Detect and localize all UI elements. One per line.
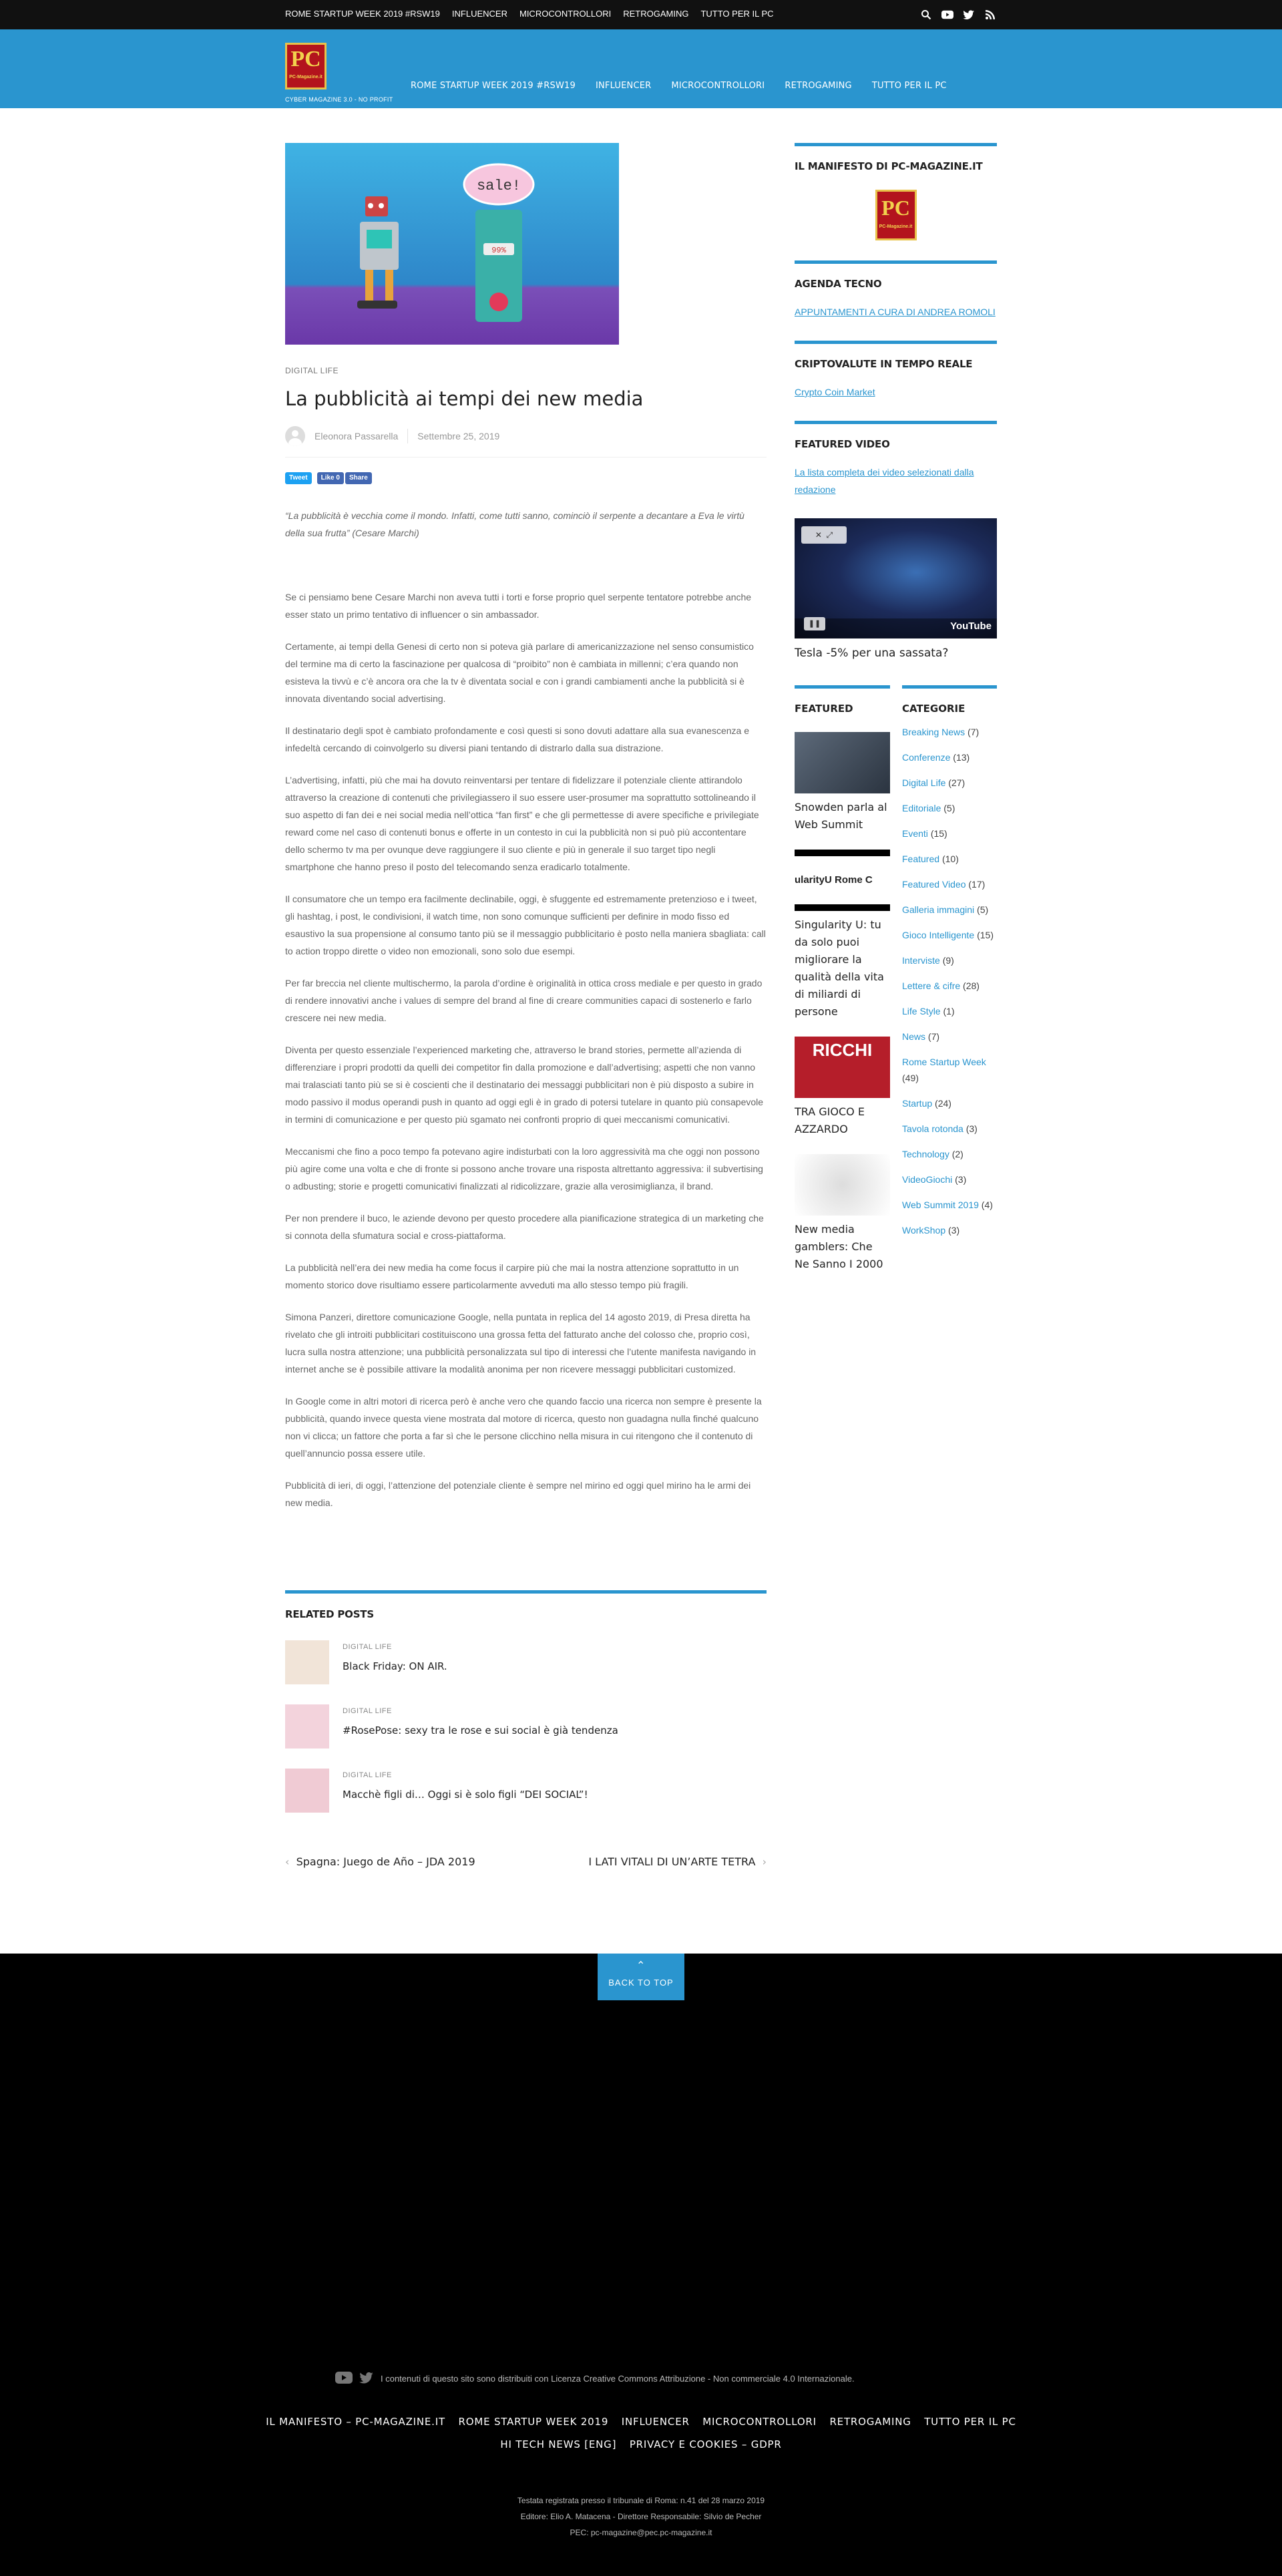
next-post-title[interactable]: I LATI VITALI DI UN’ARTE TETRA [588, 1855, 756, 1868]
category-count: (49) [902, 1073, 919, 1083]
widget-heading: FEATURED [795, 703, 853, 715]
back-to-top-button[interactable]: ⌃ BACK TO TOP [598, 1954, 684, 2000]
main-nav [411, 81, 947, 91]
top-nav-microcontrollori[interactable]: MICROCONTROLLORI [519, 9, 612, 19]
article-date: Settembre 25, 2019 [417, 431, 500, 441]
category-item[interactable] [902, 1222, 997, 1238]
category-count: (3) [966, 1123, 978, 1134]
category-link[interactable]: WorkShop [902, 1225, 946, 1236]
featured-post-title[interactable]: TRA GIOCO E AZZARDO [795, 1105, 865, 1135]
category-count: (15) [930, 828, 947, 839]
category-link[interactable]: News [902, 1031, 926, 1042]
category-count: (3) [948, 1225, 960, 1236]
category-count: (7) [927, 1031, 940, 1042]
widget-featured [795, 685, 890, 1273]
related-post[interactable] [285, 1704, 767, 1749]
next-post-link[interactable] [588, 1855, 767, 1868]
category-count: (9) [942, 955, 954, 966]
footer-nav-row-2 [0, 2438, 1282, 2450]
category-item[interactable] [902, 1146, 997, 1162]
meta-divider [407, 429, 408, 443]
category-link[interactable]: Rome Startup Week [902, 1057, 986, 1067]
related-post-title[interactable]: Black Friday: ON AIR. [343, 1660, 447, 1672]
related-post-title[interactable]: #RosePose: sexy tra le rose e sui social è già tendenza [343, 1724, 618, 1736]
manifesto-logo-sub: PC-Magazine.it [879, 224, 913, 229]
main-nav-microcontrollori[interactable]: MICROCONTROLLORI [671, 81, 765, 91]
category-count: (4) [981, 1200, 993, 1210]
hero-sale-label: sale! [476, 178, 521, 194]
credits-line: Testata registrata presso il tribunale di Roma: n.41 del 28 marzo 2019 [517, 2496, 765, 2505]
credits-line: PEC: pc-magazine@pec.pc-magazine.it [570, 2528, 712, 2537]
footer-nav-item[interactable]: PRIVACY E COOKIES – GDPR [629, 2438, 782, 2450]
article-quote: “La pubblicità è vecchia come il mondo. Infatti, come tutti sanno, cominciò il serpente a decantare a Eva le virtù della sua frutta” (Cesare Marchi) [285, 510, 744, 538]
category-link[interactable]: Technology [902, 1149, 949, 1159]
close-icon[interactable]: ✕ ⤢ [801, 526, 847, 544]
article-paragraph: Pubblicità di ieri, di oggi, l’attenzione del potenziale cliente è sempre nel mirino ed oggi quel mirino ha le armi dei new media. [285, 1480, 751, 1508]
category-count: (2) [951, 1149, 964, 1159]
category-link[interactable]: Gioco Intelligente [902, 930, 975, 940]
category-item[interactable] [902, 800, 997, 816]
related-post-category[interactable]: DIGITAL LIFE [343, 1643, 392, 1651]
top-bar [0, 0, 1282, 29]
category-link[interactable]: Featured Video [902, 879, 966, 890]
sidebar [795, 143, 997, 1273]
rss-icon[interactable] [984, 9, 996, 21]
author-avatar [285, 426, 305, 446]
widget-featured-video [795, 421, 997, 498]
article [285, 143, 767, 1868]
featured-post-image[interactable] [795, 732, 890, 793]
manifesto-logo-text: PC [881, 196, 910, 220]
top-nav-influencer[interactable]: INFLUENCER [451, 9, 507, 19]
category-count: (5) [943, 803, 955, 813]
crypto-link[interactable]: Crypto Coin Market [795, 387, 875, 397]
category-item[interactable] [902, 927, 997, 943]
category-count: (27) [948, 777, 966, 788]
featured-post-title[interactable]: Snowden parla al Web Summit [795, 801, 887, 831]
top-nav [285, 9, 774, 19]
article-category[interactable]: DIGITAL LIFE [285, 366, 339, 375]
share-button[interactable]: Share [345, 472, 372, 484]
category-link[interactable]: VideoGiochi [902, 1174, 953, 1185]
article-hero-image [285, 143, 619, 345]
category-item[interactable] [902, 902, 997, 918]
site-header [0, 29, 1282, 108]
category-count: (3) [955, 1174, 967, 1185]
logo-text: PC [290, 47, 321, 71]
featured-post-title[interactable]: Singularity U: tu da solo puoi migliorare la qualità della vita di miliardi di persone [795, 918, 884, 1018]
article-paragraph: Il destinatario degli spot è cambiato profondamente e così questi si sono dovuti adattare alla sua evanescenza e infedeltà cercando di coinvolgerlo su diversi piani tentando di distrarlo dalla sua distrazione. [285, 725, 749, 753]
footer-credits [0, 2493, 1282, 2541]
related-posts-heading: RELATED POSTS [285, 1608, 374, 1620]
article-title: La pubblicità ai tempi dei new media [285, 387, 644, 410]
featured-post-image[interactable] [795, 1037, 890, 1098]
category-item[interactable] [902, 1121, 997, 1137]
category-count: (28) [963, 980, 980, 991]
category-item[interactable] [902, 749, 997, 765]
related-post-title[interactable]: Macchè figli di… Oggi si è solo figli “DEI SOCIAL”! [343, 1789, 588, 1801]
category-count: (15) [977, 930, 994, 940]
featured-video-player[interactable] [795, 518, 997, 638]
category-link[interactable]: Conferenze [902, 752, 951, 763]
like-button[interactable]: Like 0 [317, 472, 344, 484]
twitter-icon[interactable] [963, 9, 975, 21]
category-item[interactable] [902, 978, 997, 994]
related-post[interactable] [285, 1640, 767, 1684]
manifesto-logo[interactable] [875, 190, 917, 240]
top-nav-retrogaming[interactable]: RETROGAMING [623, 9, 689, 19]
category-link[interactable]: Breaking News [902, 727, 966, 737]
category-link[interactable]: Startup [902, 1098, 933, 1109]
featured-post-title[interactable]: New media gamblers: Che Ne Sanno I 2000 [795, 1223, 883, 1270]
chevron-left-icon: ‹ [285, 1855, 296, 1868]
category-link[interactable]: Galleria immagini [902, 904, 975, 915]
main-nav-rsw19[interactable]: ROME STARTUP WEEK 2019 #RSW19 [411, 81, 576, 91]
prev-post-title[interactable]: Spagna: Juego de Año – JDA 2019 [296, 1855, 475, 1868]
footer-nav-item[interactable]: ROME STARTUP WEEK 2019 [458, 2416, 609, 2428]
license-text: I contenuti di questo sito sono distribuiti con Licenza Creative Commons Attribuzione - Non commerciale 4.0 Internazionale. [381, 2374, 855, 2384]
license-notice [335, 2372, 855, 2386]
prev-post-link[interactable] [285, 1855, 475, 1868]
related-post-category[interactable]: DIGITAL LIFE [343, 1707, 392, 1715]
footer-nav-item[interactable]: HI TECH NEWS [ENG] [500, 2438, 617, 2450]
site-logo[interactable] [285, 43, 327, 89]
related-post-category[interactable]: DIGITAL LIFE [343, 1771, 392, 1779]
main-nav-retrogaming[interactable]: RETROGAMING [785, 81, 852, 91]
category-link[interactable]: Featured [902, 854, 940, 864]
hero-price-label: 99% [491, 246, 506, 255]
category-link[interactable]: Life Style [902, 1006, 941, 1017]
category-link[interactable]: Digital Life [902, 777, 946, 788]
logo-sub: PC-Magazine.it [289, 75, 323, 79]
footer-nav-item[interactable]: MICROCONTROLLORI [702, 2416, 817, 2428]
youtube-icon[interactable] [335, 2372, 353, 2386]
category-count: (24) [935, 1098, 951, 1109]
category-item[interactable] [902, 1054, 997, 1086]
widget-agenda [795, 260, 997, 321]
category-item[interactable] [902, 952, 997, 968]
author-name[interactable]: Eleonora Passarella [314, 431, 399, 441]
featured-image-text: ularityU Rome C [795, 874, 873, 886]
top-nav-tutto-per-il-pc[interactable]: TUTTO PER IL PC [700, 9, 774, 19]
featured-post-image[interactable] [795, 850, 890, 911]
footer-nav-item[interactable]: IL MANIFESTO – PC-MAGAZINE.IT [266, 2416, 445, 2428]
youtube-logo[interactable]: YouTube [950, 620, 992, 632]
footer-nav-row-1 [0, 2416, 1282, 2428]
category-item[interactable] [902, 1197, 997, 1213]
category-item[interactable] [902, 851, 997, 867]
category-link[interactable]: Eventi [902, 828, 928, 839]
widget-heading: CATEGORIE [902, 703, 966, 715]
chevron-right-icon: › [755, 1855, 767, 1868]
related-post-thumbnail[interactable] [285, 1640, 329, 1684]
article-paragraph: Meccanismi che fino a poco tempo fa potevano agire indisturbati con la loro aggressività ma che oggi non possono più agire come una volta e che di fronte si possono anche trovare una risposta altrettanto aggressiva: il subvertising o adbusting; storie e progetti comunicativi finalizzati al ridicolizzare, grazie alla verosimiglianza, il brand. [285, 1146, 763, 1191]
article-paragraph: Simona Panzeri, direttore comunicazione Google, nella puntata in replica del 14 agosto 2019, di Presa diretta ha rivelato che gli introiti pubblicitari costituiscono una grossa fetta del fatturato anche del colosso che, proprio così, lucra sulla nostra attenzione; una pubblicità personalizzata sul tipo di interessi che l’utente manifesta navigando in internet anche se è possibile attivare la modalità anonima per non ricevere messaggi pubblicitari customized. [285, 1312, 757, 1374]
article-body [285, 588, 767, 1511]
category-count: (17) [968, 879, 986, 890]
widget-heading: CRIPTOVALUTE IN TEMPO REALE [795, 358, 973, 370]
category-item[interactable] [902, 1029, 997, 1045]
article-paragraph: Per far breccia nel cliente multischermo, la parola d’ordine è originalità in ottica cross mediale e per questo in grado di rendere innovativi anche i values di sempre del brand al fine di creare communities capaci di sostenerlo e farlo crescere nei new media. [285, 978, 763, 1023]
category-link[interactable]: Tavola rotonda [902, 1123, 964, 1134]
agenda-link[interactable]: APPUNTAMENTI A CURA DI ANDREA ROMOLI [795, 307, 996, 317]
related-posts [285, 1590, 767, 1813]
widget-categories [902, 685, 997, 1273]
category-count: (5) [977, 904, 989, 915]
article-paragraph: Diventa per questo essenziale l’experienced marketing che, attraverso le brand stories, permette all’azienda di differenziare i propri prodotti da quelli dei competitor fin dalla promozione e dall’advertising; aspetti che non vanno mai tralasciati tanto più se si è coscienti che il destinatario dei messaggi pubblicitari non è più disposto a subire in modo passivo il modus operandi push in quanto ad oggi egli è in grado di potersi tutelare in quanto più consapevole in termini di comunicazione e per questo più sgamato nei confronti proprio di quei meccanismi comunicativi. [285, 1045, 764, 1125]
video-caption: Tesla -5% per una sassata? [795, 647, 949, 660]
main-nav-influencer[interactable]: INFLUENCER [595, 81, 652, 91]
site-footer [0, 1954, 1282, 2576]
category-count: (1) [943, 1006, 955, 1017]
credits-line: Editore: Elio A. Matacena - Direttore Responsabile: Silvio de Pecher [520, 2512, 762, 2521]
related-post-thumbnail[interactable] [285, 1769, 329, 1813]
site-tagline: CYBER MAGAZINE 3.0 - NO PROFIT [285, 96, 393, 103]
category-link[interactable]: Interviste [902, 955, 940, 966]
youtube-icon[interactable] [941, 9, 953, 21]
article-paragraph: La pubblicità nell’era dei new media ha come focus il carpire più che mai la nostra attenzione soprattutto in un momento storico dove risultiamo essere particolarmente avveduti ma allo stesso tempo più fragili. [285, 1262, 739, 1290]
related-post[interactable] [285, 1769, 767, 1813]
footer-nav-item[interactable]: INFLUENCER [621, 2416, 690, 2428]
video-list-link[interactable]: La lista completa dei video selezionati dalla redazione [795, 467, 974, 495]
post-navigation [285, 1855, 767, 1868]
widget-heading: IL MANIFESTO DI PC-MAGAZINE.IT [795, 160, 983, 172]
article-paragraph: Certamente, ai tempi della Genesi di certo non si poteva già parlare di americanizzazione nel senso consumistico del termine ma di certo la fascinazione per qualcosa di “proibito” non è cambiata in millenni; c’era quando non esisteva la tivvù e c’è ancora ora che la tv è diventata social e con i grandi cambiamenti anche la pubblicità si è innovata diventando social advertising. [285, 641, 754, 704]
article-paragraph: Il consumatore che un tempo era facilmente declinabile, oggi, è sfuggente ed estremamente pretenzioso e i tweet, gli hashtag, i post, le condivisioni, il watch time, non sono comunque sufficienti per definire in modo fisso ed esaustivo la sua propensione al consumo tanto più se il messaggio pubblicitario è posto nella maniera sbagliata: call to action troppo dirette o video non emozionali, sono solo due esempi. [285, 894, 766, 956]
widget-manifesto [795, 143, 997, 240]
footer-nav-item[interactable]: TUTTO PER IL PC [924, 2416, 1016, 2428]
search-icon[interactable] [920, 9, 932, 21]
category-link[interactable]: Web Summit 2019 [902, 1200, 979, 1210]
category-count: (7) [968, 727, 980, 737]
category-count: (13) [953, 752, 970, 763]
footer-nav-item[interactable]: RETROGAMING [829, 2416, 911, 2428]
article-meta [285, 426, 767, 457]
widget-heading: FEATURED VIDEO [795, 438, 890, 450]
article-paragraph: In Google come in altri motori di ricerca però è anche vero che quando faccio una ricerca non sempre è presente la pubblicità, quando invece questa viene mostrata dal motore di ricerca, questo non guadagna nulla finché qualcuno non vi clicca; un fattore che porta a far sì che le persone clicchino nella misura in cui ritengono che il contenuto di quell’annuncio possa essere utile. [285, 1396, 762, 1459]
category-link[interactable]: Editoriale [902, 803, 941, 813]
category-item[interactable] [902, 1003, 997, 1019]
tweet-button[interactable]: Tweet [285, 472, 312, 484]
category-item[interactable] [902, 724, 997, 740]
related-post-thumbnail[interactable] [285, 1704, 329, 1749]
category-link[interactable]: Lettere & cifre [902, 980, 961, 991]
category-item[interactable] [902, 775, 997, 791]
featured-image-text: RICCHI [812, 1040, 873, 1060]
widget-crypto [795, 341, 997, 401]
pause-icon[interactable]: ❚❚ [804, 617, 825, 630]
category-item[interactable] [902, 876, 997, 892]
share-buttons [285, 472, 767, 484]
category-item[interactable] [902, 825, 997, 842]
article-paragraph: Per non prendere il buco, le aziende devono per questo procedere alla pianificazione strategica di un marketing che si connota della sfumatura social e cross-piattaforma. [285, 1213, 764, 1241]
featured-post-image[interactable] [795, 1154, 890, 1216]
twitter-icon[interactable] [359, 2372, 374, 2386]
widget-heading: AGENDA TECNO [795, 278, 882, 290]
article-paragraph: Se ci pensiamo bene Cesare Marchi non aveva tutti i torti e forse proprio quel serpente tentatore potrebbe anche esser stato un primo tentativo di influencer o sin ambassador. [285, 592, 752, 620]
main-nav-tutto-per-il-pc[interactable]: TUTTO PER IL PC [871, 81, 947, 91]
category-item[interactable] [902, 1171, 997, 1187]
article-paragraph: L’advertising, infatti, più che mai ha dovuto reinventarsi per tentare di fidelizzare il potenziale cliente attirandolo attraverso la creazione di contenuti che privilegiassero il suo essere user-prosumer ma soprattutto sottolineando il suo aspetto di fan dei e nei social media nell’ottica “fan first” e che gli permettesse di avere specifiche e privilegiate reward come nel caso di contenuti bonus e offerte in un contesto in cui la pubblicità non si può più accontentare dello schermo tv ma per ovunque deve raggiungere il suo cliente e più in generale il suo target tipo negli smartphone che hanno preso il posto del telecomando senza eradicarlo totalmente. [285, 775, 759, 872]
top-nav-rsw19[interactable]: ROME STARTUP WEEK 2019 #RSW19 [285, 9, 440, 19]
category-item[interactable] [902, 1095, 997, 1111]
category-count: (10) [941, 854, 959, 864]
